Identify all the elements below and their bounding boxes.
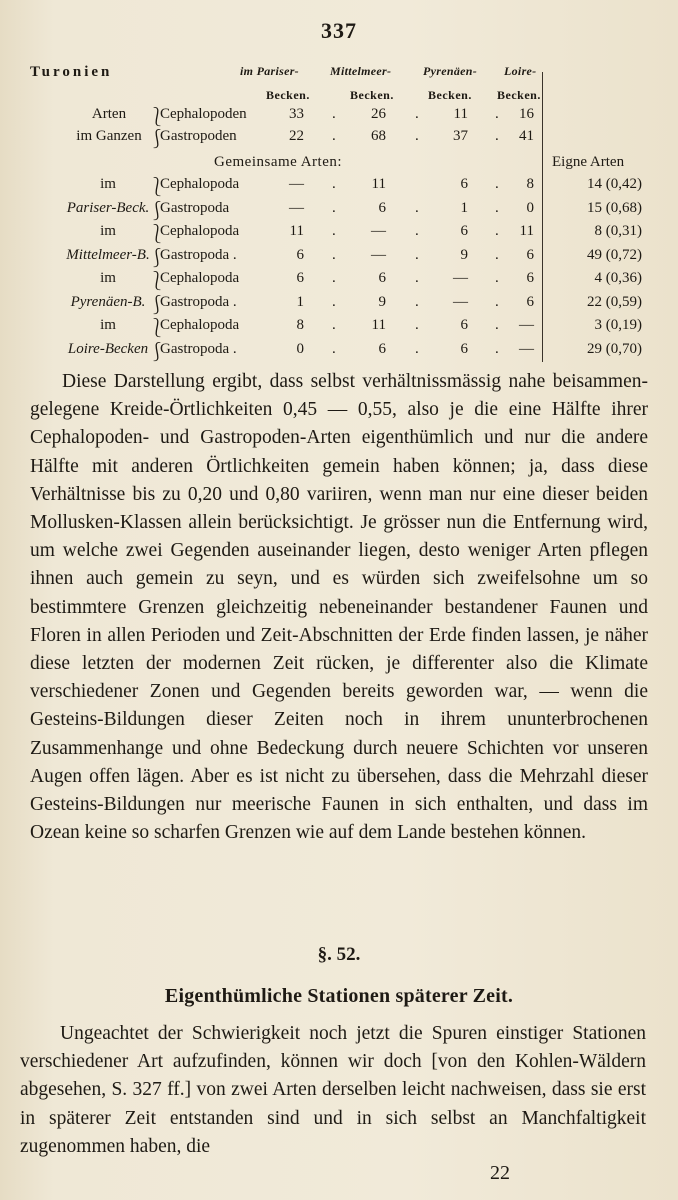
- cell-value: 11: [289, 223, 304, 239]
- cell-dot: .: [495, 106, 499, 122]
- cell-value: 6: [296, 270, 304, 286]
- col-header-loire: Loire-: [504, 64, 537, 78]
- cell-dot: .: [332, 128, 336, 144]
- group-label: im: [100, 317, 116, 333]
- own-species-value: 29 (0,70): [587, 340, 642, 357]
- cell-value: 1: [296, 293, 304, 310]
- section-title: Eigenthümliche Stationen späterer Zeit.: [164, 985, 514, 1007]
- cell-value: 6: [526, 246, 534, 263]
- own-species-value: 14 (0,42): [587, 176, 642, 192]
- page-number: 337: [321, 18, 357, 43]
- own-species-value: 4 (0,36): [594, 270, 642, 286]
- own-species-value: 8 (0,31): [594, 223, 642, 239]
- own-species-label: Eigne Arten: [552, 154, 625, 170]
- cell-dot: .: [332, 106, 336, 122]
- body-text-1: [30, 368, 648, 847]
- cell-value: —: [371, 223, 386, 239]
- cell-value: —: [453, 270, 468, 286]
- cell-dot: .: [415, 223, 419, 239]
- cell-value: —: [453, 293, 468, 310]
- cell-dot: .: [332, 293, 336, 310]
- col-header-mittelmeer: Mittelmeer-: [330, 64, 392, 78]
- table-row: [30, 128, 650, 150]
- table-subheader-row: [30, 154, 650, 176]
- brace: ⎰: [148, 341, 166, 362]
- cell-value: 33: [289, 106, 304, 122]
- own-species-value: 49 (0,72): [587, 246, 642, 263]
- cell-dot: .: [415, 270, 419, 286]
- col-subheader: Becken.: [428, 88, 472, 102]
- cell-value: 6: [378, 199, 386, 216]
- cell-dot: .: [495, 176, 499, 192]
- signature-mark: 22: [490, 1162, 510, 1184]
- brace: ⎰: [148, 294, 166, 315]
- table-row: [30, 106, 650, 128]
- col-subheader: Becken.: [497, 88, 541, 102]
- table-row: [30, 317, 650, 339]
- class-label: Cephalopoda: [160, 176, 240, 192]
- brace: ⎱: [148, 177, 166, 197]
- cell-value: 6: [378, 270, 386, 286]
- cell-value: 11: [371, 317, 386, 333]
- cell-value: 22: [289, 128, 304, 144]
- cell-value: 8: [296, 317, 304, 333]
- own-species-value: 15 (0,68): [587, 199, 642, 216]
- table-row: [30, 223, 650, 245]
- group-label: Loire-Becken: [67, 340, 149, 357]
- table-row: [30, 247, 650, 269]
- class-label: Cephalopoda: [160, 223, 240, 239]
- cell-value: 0: [296, 340, 304, 357]
- cell-dot: .: [332, 199, 336, 216]
- cell-value: —: [519, 317, 534, 333]
- cell-value: 68: [371, 128, 386, 144]
- cell-value: —: [371, 246, 386, 263]
- cell-dot: .: [415, 106, 419, 122]
- body-text-2: [20, 1020, 646, 1161]
- cell-value: 26: [371, 106, 386, 122]
- cell-value: 1: [460, 199, 468, 216]
- brace: ⎱: [148, 107, 166, 127]
- cell-value: 6: [378, 340, 386, 357]
- cell-value: 6: [460, 223, 468, 239]
- paragraph: Diese Darstellung ergibt, dass selbst verhältnissmässig nahe beisammen-gelegene Kreide-Örtlichkeiten 0,45 — 0,55, also je die eine Hälfte ihrer Cephalopoden- und Gastropoden-Arten eigenthümlich und nur die andere Hälfte mit anderen Örtlichkeiten gemein haben können; ja, dass diese Verhältnisse bis zu 0,20 und 0,80 variiren, wenn man nur eine dieser beiden Mollusken-Klassen allein berücksichtigt. Je grösser nun die Entfernung wird, um welche zwei Gegenden auseinander liegen, desto weniger Arten pflegen ihnen auch gemein zu seyn, und es würden sich zweifelsohne um so bestimmtere Grenzen gleichzeitig nebeneinander bestandener Faunen und Floren in allen Perioden und Zeit-Abschnitten der Erde finden lassen, je näher diese letzten der modernen Zeit rücken, je differenter also die Klimate verschiedener Zonen und Gegenden bereits geworden war, — wenn die Gesteins-Bildungen dieser Zeiten noch in ihrem ununterbrochenen Zusammenhange und ohne Bedeckung durch neuere Schichten vor unseren Augen offen lägen. Aber es ist nicht zu übersehen, dass die Mehrzahl dieser Gesteins-Bildungen nur meerische Faunen in sich enthalten, und dass im Ozean keine so scharfen Grenzen wie auf dem Lande bestehen können.: [30, 371, 648, 844]
- brace: ⎱: [148, 271, 166, 291]
- table-title: Turonien: [30, 64, 113, 80]
- table-row: [30, 176, 650, 198]
- cell-value: 0: [526, 199, 534, 216]
- cell-value: 6: [526, 293, 534, 310]
- class-label: Cephalopoda: [160, 270, 240, 286]
- group-label: Mittelmeer-B.: [66, 246, 150, 263]
- cell-dot: .: [415, 199, 419, 216]
- col-subheader: Becken.: [350, 88, 394, 102]
- brace: ⎰: [148, 200, 166, 221]
- cell-value: —: [289, 176, 304, 192]
- cell-value: 6: [460, 340, 468, 357]
- cell-value: 16: [519, 106, 534, 122]
- cell-dot: .: [332, 270, 336, 286]
- cell-value: 6: [296, 246, 304, 263]
- col-header-pyrenaen: Pyrenäen-: [423, 64, 478, 78]
- group-label: Arten: [91, 106, 127, 122]
- common-species-label: Gemeinsame Arten:: [214, 154, 343, 170]
- table-row: [30, 200, 650, 222]
- class-label: Gastropoda .: [160, 340, 237, 357]
- class-label: Cephalopoden: [160, 106, 247, 122]
- section-number: §. 52.: [317, 944, 361, 965]
- cell-value: 6: [460, 176, 468, 192]
- class-label: Gastropoda: [160, 199, 230, 216]
- cell-value: 37: [453, 128, 468, 144]
- cell-value: 9: [378, 293, 386, 310]
- cell-dot: .: [495, 340, 499, 357]
- group-label: im Ganzen: [76, 128, 142, 144]
- cell-value: 8: [526, 176, 534, 192]
- cell-value: 41: [519, 128, 534, 144]
- cell-dot: .: [332, 176, 336, 192]
- cell-value: 11: [519, 223, 534, 239]
- group-label: im: [100, 223, 116, 239]
- table-row: [30, 294, 650, 316]
- cell-dot: .: [495, 128, 499, 144]
- cell-dot: .: [495, 199, 499, 216]
- cell-dot: .: [495, 293, 499, 310]
- col-subheader: Becken.: [266, 88, 310, 102]
- cell-value: —: [519, 340, 534, 357]
- group-label: Pyrenäen-B.: [70, 293, 146, 310]
- brace: ⎰: [148, 247, 166, 268]
- cell-value: 6: [460, 317, 468, 333]
- table-header-row: [30, 64, 650, 86]
- class-label: Gastropoda .: [160, 293, 237, 310]
- cell-dot: .: [332, 223, 336, 239]
- cell-dot: .: [415, 293, 419, 310]
- class-label: Gastropoden: [160, 128, 237, 144]
- cell-dot: .: [495, 246, 499, 263]
- cell-value: 6: [526, 270, 534, 286]
- own-species-value: 3 (0,19): [594, 317, 642, 333]
- cell-dot: .: [415, 128, 419, 144]
- col-header-pariser: im Pariser-: [240, 64, 299, 78]
- cell-value: 11: [453, 106, 468, 122]
- brace: ⎱: [148, 318, 166, 338]
- cell-value: 11: [371, 176, 386, 192]
- cell-dot: .: [415, 340, 419, 357]
- class-label: Gastropoda .: [160, 246, 237, 263]
- cell-dot: .: [332, 246, 336, 263]
- brace: ⎰: [148, 129, 166, 149]
- cell-value: —: [289, 199, 304, 216]
- own-species-value: 22 (0,59): [587, 293, 642, 310]
- group-label: im: [100, 270, 116, 286]
- cell-dot: .: [415, 246, 419, 263]
- group-label: Pariser-Beck.: [66, 199, 150, 216]
- cell-dot: .: [332, 340, 336, 357]
- paragraph: Ungeachtet der Schwierigkeit noch jetzt die Spuren einstiger Stationen verschiedener Art aufzufinden, können wir doch [von den Kohlen-Wäldern abgesehen, S. 327 ff.] von zwei Arten derselben leicht nachweisen, dass sie erst in späterer Zeit entstanden sind und in sich selbst an Manchfaltigkeit zugenommen haben, die: [20, 1023, 646, 1157]
- cell-dot: .: [495, 317, 499, 333]
- cell-value: 9: [460, 246, 468, 263]
- cell-dot: .: [415, 317, 419, 333]
- table-row: [30, 341, 650, 363]
- cell-dot: .: [495, 223, 499, 239]
- group-label: im: [100, 176, 116, 192]
- cell-dot: .: [495, 270, 499, 286]
- brace: ⎱: [148, 224, 166, 244]
- cell-dot: .: [332, 317, 336, 333]
- table-row: [30, 270, 650, 292]
- class-label: Cephalopoda: [160, 317, 240, 333]
